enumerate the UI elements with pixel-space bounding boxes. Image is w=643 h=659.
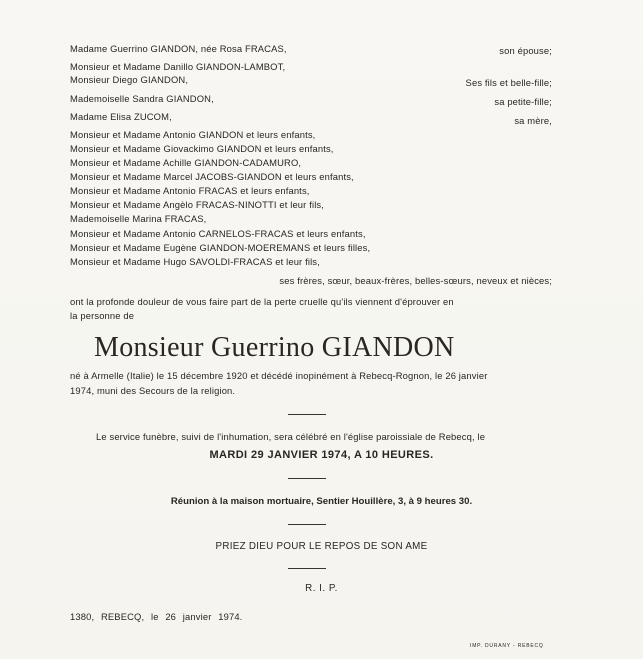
announcement-line: la personne de [70,310,135,321]
relation-siblings: ses frères, sœur, beaux-frères, belles-sœurs, neveux et nièces; [279,275,552,286]
reunion-line: Réunion à la maison mortuaire, Sentier Houillère, 3, à 9 heures 30. [170,496,473,507]
divider [288,524,326,525]
family-line: Monsieur et Madame Marcel JACOBS-GIANDON et leurs enfants, [70,171,354,182]
family-line: Monsieur et Madame Angèlo FRACAS-NINOTTI et leur fils, [70,199,325,210]
divider [288,414,326,415]
relation-children: Ses fils et belle-fille; [465,77,552,88]
relation-mother: sa mère, [514,115,552,126]
family-line: Monsieur et Madame Hugo SAVOLDI-FRACAS et leur fils, [70,256,320,267]
prayer-line: PRIEZ DIEU POUR LE REPOS DE SON AME [215,541,428,552]
service-line: Le service funèbre, suivi de l'inhumation, sera célébré en l'église paroissiale de Rebecq, le [96,431,486,442]
family-line: Monsieur et Madame Achille GIANDON-CADAMURO, [70,157,302,168]
birth-death-line: 1974, muni des Secours de la religion. [70,385,236,396]
relation-granddaughter: sa petite-fille; [494,96,552,107]
family-line: Monsieur et Madame Antonio CARNELOS-FRACAS et leurs enfants, [70,228,366,239]
family-line: Madame Elisa ZUCOM, [70,111,172,122]
family-line: Monsieur et Madame Eugène GIANDON-MOEREMANS et leurs filles, [70,242,371,253]
printer-credit: IMP. DURANY - REBECQ [470,643,544,649]
family-line: Monsieur Diego GIANDON, [70,74,189,85]
family-line: Monsieur et Madame Antonio GIANDON et leurs enfants, [70,129,316,140]
relation-spouse: son épouse; [499,45,552,56]
divider [288,568,326,569]
family-line: Mademoiselle Marina FRACAS, [70,213,207,224]
place-date: 1380, REBECQ, le 26 janvier 1974. [70,611,243,622]
divider [288,478,326,479]
family-line: Madame Guerrino GIANDON, née Rosa FRACAS, [70,43,287,54]
family-line: Monsieur et Madame Antonio FRACAS et leurs enfants, [70,185,310,196]
family-line: Monsieur et Madame Giovackimo GIANDON et leurs enfants, [70,143,334,154]
announcement-line: ont la profonde douleur de vous faire part de la perte cruelle qu'ils viennent d'éprouver en [70,296,454,307]
birth-death-line: né à Armelle (Italie) le 15 décembre 1920 et décédé inopinément à Rebecq-Rognon, le 26 janvier [70,370,488,381]
rip-line: R. I. P. [305,583,338,594]
service-date: MARDI 29 JANVIER 1974, A 10 HEURES. [209,449,434,461]
deceased-name: Monsieur Guerrino GIANDON [94,332,455,363]
family-line: Mademoiselle Sandra GIANDON, [70,93,214,104]
family-line: Monsieur et Madame Danillo GIANDON-LAMBOT, [70,61,286,72]
